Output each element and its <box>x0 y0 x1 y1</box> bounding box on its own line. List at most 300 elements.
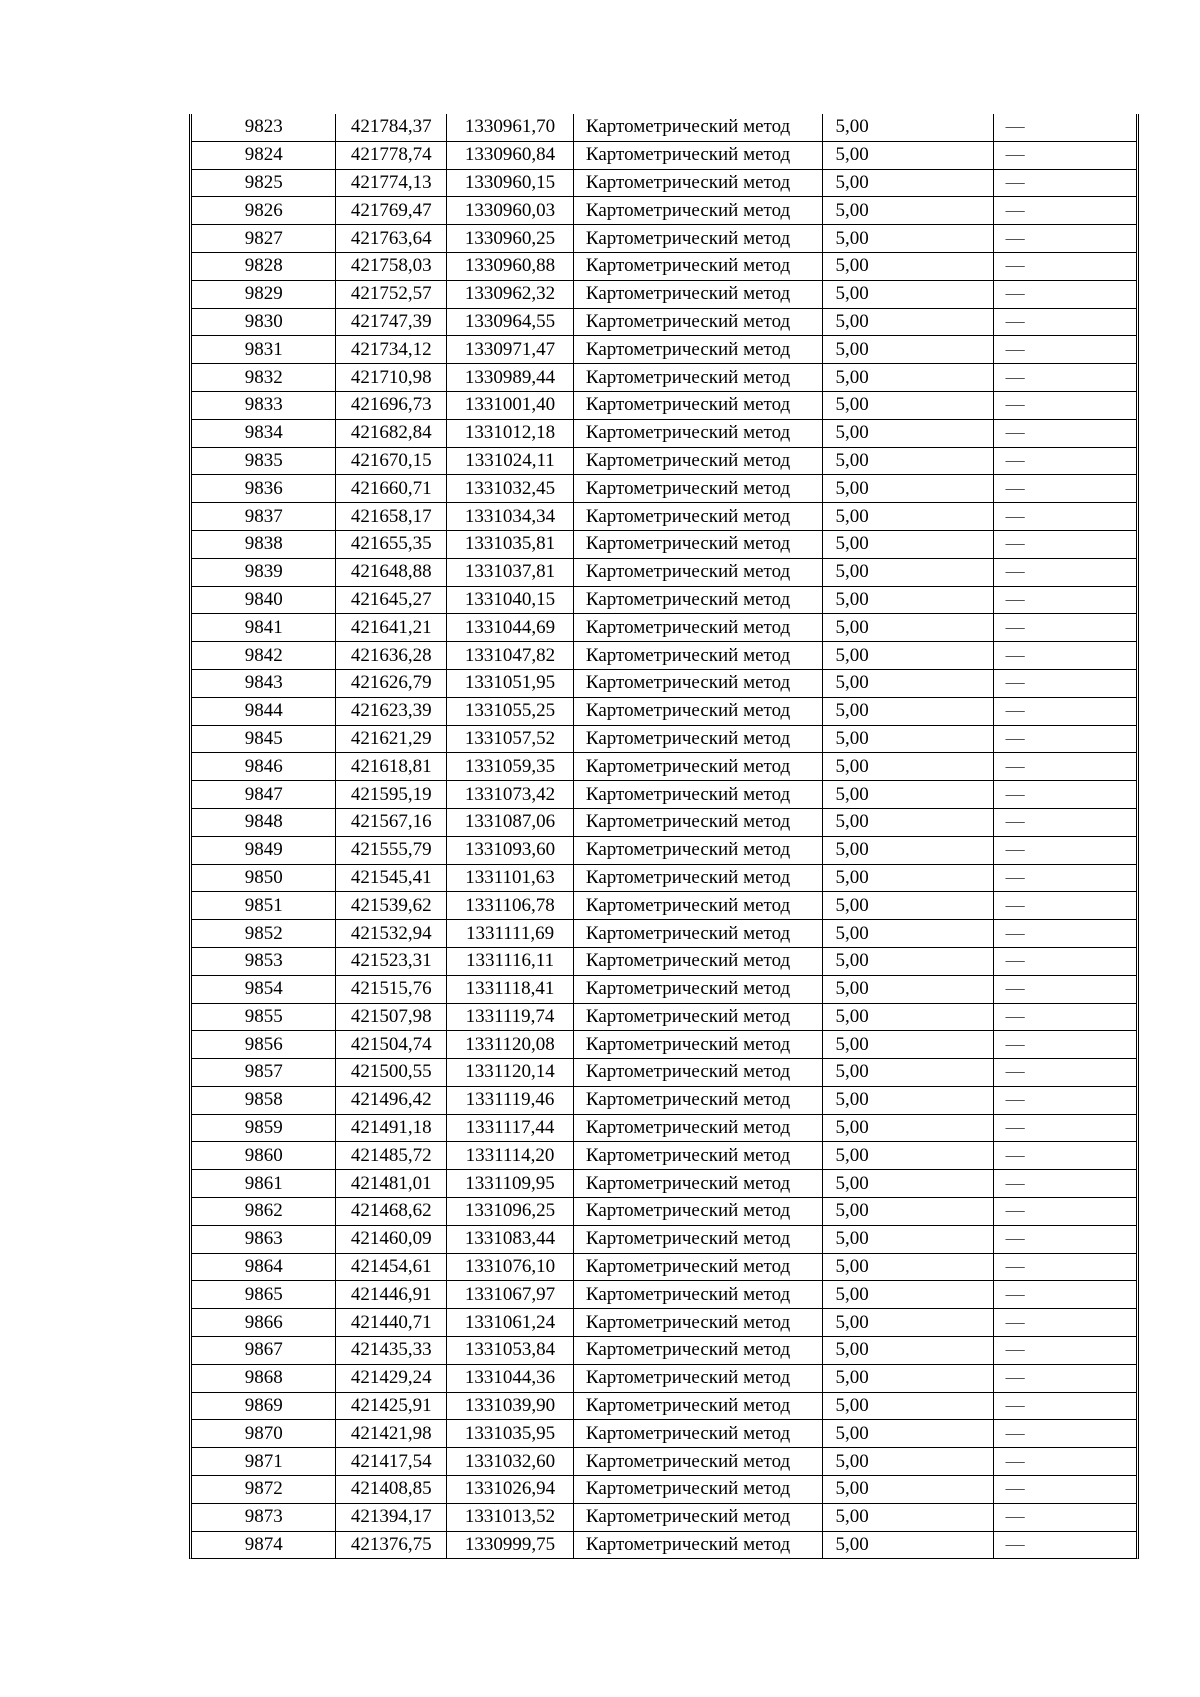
point-number-cell: 9855 <box>192 1003 336 1031</box>
accuracy-cell: 5,00 <box>823 669 993 697</box>
point-number-cell: 9864 <box>192 1253 336 1281</box>
coordinate-x-cell: 421595,19 <box>336 781 447 809</box>
coordinate-y-cell: 1330964,55 <box>447 308 574 336</box>
coordinate-y-cell: 1331040,15 <box>447 586 574 614</box>
accuracy-cell: 5,00 <box>823 1309 993 1337</box>
coordinate-y-cell: 1330960,15 <box>447 169 574 197</box>
coordinate-y-cell: 1331044,36 <box>447 1364 574 1392</box>
coordinate-y-cell: 1331032,60 <box>447 1448 574 1476</box>
coordinate-x-cell: 421621,29 <box>336 725 447 753</box>
coordinate-x-cell: 421660,71 <box>336 475 447 503</box>
accuracy-cell: 5,00 <box>823 1476 993 1504</box>
coordinate-y-cell: 1331087,06 <box>447 808 574 836</box>
coordinate-x-cell: 421658,17 <box>336 503 447 531</box>
method-cell: Картометрический метод <box>573 1170 823 1198</box>
method-cell: Картометрический метод <box>573 1503 823 1531</box>
note-cell: — <box>993 725 1136 753</box>
coordinate-y-cell: 1331039,90 <box>447 1392 574 1420</box>
table-row <box>192 308 1136 336</box>
note-cell: — <box>993 1059 1136 1087</box>
note-cell: — <box>993 197 1136 225</box>
coordinate-x-cell: 421641,21 <box>336 614 447 642</box>
table-row <box>192 530 1136 558</box>
accuracy-cell: 5,00 <box>823 614 993 642</box>
note-cell: — <box>993 947 1136 975</box>
accuracy-cell: 5,00 <box>823 391 993 419</box>
point-number-cell: 9859 <box>192 1114 336 1142</box>
method-cell: Картометрический метод <box>573 975 823 1003</box>
coordinate-y-cell: 1331047,82 <box>447 642 574 670</box>
coordinate-y-cell: 1331059,35 <box>447 753 574 781</box>
method-cell: Картометрический метод <box>573 419 823 447</box>
coordinate-y-cell: 1331109,95 <box>447 1170 574 1198</box>
point-number-cell: 9861 <box>192 1170 336 1198</box>
coordinate-x-cell: 421515,76 <box>336 975 447 1003</box>
accuracy-cell: 5,00 <box>823 1392 993 1420</box>
coordinate-x-cell: 421532,94 <box>336 920 447 948</box>
accuracy-cell: 5,00 <box>823 364 993 392</box>
note-cell: — <box>993 1281 1136 1309</box>
coordinates-table <box>192 114 1136 1558</box>
coordinate-x-cell: 421429,24 <box>336 1364 447 1392</box>
accuracy-cell: 5,00 <box>823 1531 993 1558</box>
note-cell: — <box>993 1392 1136 1420</box>
table-row <box>192 1309 1136 1337</box>
table-row <box>192 169 1136 197</box>
table-row <box>192 1059 1136 1087</box>
point-number-cell: 9844 <box>192 697 336 725</box>
table-row <box>192 892 1136 920</box>
accuracy-cell: 5,00 <box>823 308 993 336</box>
coordinate-y-cell: 1331083,44 <box>447 1225 574 1253</box>
table-row <box>192 1337 1136 1365</box>
accuracy-cell: 5,00 <box>823 503 993 531</box>
coordinate-x-cell: 421778,74 <box>336 141 447 169</box>
table-row <box>192 558 1136 586</box>
table-row <box>192 1031 1136 1059</box>
coordinate-x-cell: 421636,28 <box>336 642 447 670</box>
note-cell: — <box>993 1142 1136 1170</box>
method-cell: Картометрический метод <box>573 1420 823 1448</box>
table-row <box>192 252 1136 280</box>
method-cell: Картометрический метод <box>573 1114 823 1142</box>
coordinate-x-cell: 421655,35 <box>336 530 447 558</box>
accuracy-cell: 5,00 <box>823 1170 993 1198</box>
coordinate-x-cell: 421491,18 <box>336 1114 447 1142</box>
point-number-cell: 9871 <box>192 1448 336 1476</box>
coordinate-x-cell: 421670,15 <box>336 447 447 475</box>
method-cell: Картометрический метод <box>573 1198 823 1226</box>
coordinate-x-cell: 421567,16 <box>336 808 447 836</box>
note-cell: — <box>993 642 1136 670</box>
coordinate-y-cell: 1331012,18 <box>447 419 574 447</box>
note-cell: — <box>993 1309 1136 1337</box>
method-cell: Картометрический метод <box>573 1253 823 1281</box>
note-cell: — <box>993 475 1136 503</box>
note-cell: — <box>993 753 1136 781</box>
accuracy-cell: 5,00 <box>823 141 993 169</box>
coordinate-y-cell: 1330971,47 <box>447 336 574 364</box>
table-row <box>192 781 1136 809</box>
point-number-cell: 9830 <box>192 308 336 336</box>
coordinate-x-cell: 421696,73 <box>336 391 447 419</box>
coordinate-y-cell: 1331035,95 <box>447 1420 574 1448</box>
method-cell: Картометрический метод <box>573 642 823 670</box>
point-number-cell: 9853 <box>192 947 336 975</box>
note-cell: — <box>993 864 1136 892</box>
table-row <box>192 725 1136 753</box>
point-number-cell: 9868 <box>192 1364 336 1392</box>
coordinate-y-cell: 1331093,60 <box>447 836 574 864</box>
point-number-cell: 9840 <box>192 586 336 614</box>
accuracy-cell: 5,00 <box>823 419 993 447</box>
accuracy-cell: 5,00 <box>823 114 993 141</box>
coordinate-y-cell: 1331106,78 <box>447 892 574 920</box>
coordinate-y-cell: 1331032,45 <box>447 475 574 503</box>
note-cell: — <box>993 1420 1136 1448</box>
table-row <box>192 114 1136 141</box>
accuracy-cell: 5,00 <box>823 781 993 809</box>
point-number-cell: 9842 <box>192 642 336 670</box>
table-row <box>192 836 1136 864</box>
point-number-cell: 9848 <box>192 808 336 836</box>
coordinate-x-cell: 421454,61 <box>336 1253 447 1281</box>
point-number-cell: 9866 <box>192 1309 336 1337</box>
method-cell: Картометрический метод <box>573 586 823 614</box>
note-cell: — <box>993 1253 1136 1281</box>
note-cell: — <box>993 391 1136 419</box>
table-row <box>192 753 1136 781</box>
point-number-cell: 9850 <box>192 864 336 892</box>
coordinate-y-cell: 1331044,69 <box>447 614 574 642</box>
accuracy-cell: 5,00 <box>823 836 993 864</box>
coordinate-x-cell: 421648,88 <box>336 558 447 586</box>
coordinate-x-cell: 421539,62 <box>336 892 447 920</box>
coordinate-x-cell: 421394,17 <box>336 1503 447 1531</box>
coordinate-y-cell: 1331120,08 <box>447 1031 574 1059</box>
method-cell: Картометрический метод <box>573 252 823 280</box>
coordinate-x-cell: 421507,98 <box>336 1003 447 1031</box>
method-cell: Картометрический метод <box>573 391 823 419</box>
coordinate-x-cell: 421481,01 <box>336 1170 447 1198</box>
table-row <box>192 1198 1136 1226</box>
accuracy-cell: 5,00 <box>823 1003 993 1031</box>
method-cell: Картометрический метод <box>573 1059 823 1087</box>
coordinate-y-cell: 1330960,25 <box>447 225 574 253</box>
coordinate-y-cell: 1330961,70 <box>447 114 574 141</box>
table-row <box>192 642 1136 670</box>
note-cell: — <box>993 1198 1136 1226</box>
coordinate-y-cell: 1331034,34 <box>447 503 574 531</box>
coordinate-x-cell: 421645,27 <box>336 586 447 614</box>
point-number-cell: 9827 <box>192 225 336 253</box>
method-cell: Картометрический метод <box>573 1142 823 1170</box>
coordinate-y-cell: 1331037,81 <box>447 558 574 586</box>
point-number-cell: 9826 <box>192 197 336 225</box>
method-cell: Картометрический метод <box>573 1086 823 1114</box>
point-number-cell: 9836 <box>192 475 336 503</box>
coordinate-y-cell: 1331111,69 <box>447 920 574 948</box>
note-cell: — <box>993 114 1136 141</box>
coordinate-y-cell: 1331001,40 <box>447 391 574 419</box>
coordinate-x-cell: 421376,75 <box>336 1531 447 1558</box>
point-number-cell: 9851 <box>192 892 336 920</box>
table-row <box>192 225 1136 253</box>
table-row <box>192 975 1136 1003</box>
table-row <box>192 1253 1136 1281</box>
point-number-cell: 9825 <box>192 169 336 197</box>
table-row <box>192 1281 1136 1309</box>
table-row <box>192 947 1136 975</box>
method-cell: Картометрический метод <box>573 1309 823 1337</box>
coordinate-x-cell: 421682,84 <box>336 419 447 447</box>
coordinate-x-cell: 421763,64 <box>336 225 447 253</box>
coordinate-x-cell: 421618,81 <box>336 753 447 781</box>
coordinate-y-cell: 1331073,42 <box>447 781 574 809</box>
accuracy-cell: 5,00 <box>823 1420 993 1448</box>
accuracy-cell: 5,00 <box>823 169 993 197</box>
accuracy-cell: 5,00 <box>823 225 993 253</box>
coordinate-y-cell: 1330960,03 <box>447 197 574 225</box>
coordinate-x-cell: 421504,74 <box>336 1031 447 1059</box>
method-cell: Картометрический метод <box>573 892 823 920</box>
accuracy-cell: 5,00 <box>823 947 993 975</box>
point-number-cell: 9856 <box>192 1031 336 1059</box>
method-cell: Картометрический метод <box>573 614 823 642</box>
point-number-cell: 9867 <box>192 1337 336 1365</box>
note-cell: — <box>993 558 1136 586</box>
point-number-cell: 9828 <box>192 252 336 280</box>
point-number-cell: 9839 <box>192 558 336 586</box>
note-cell: — <box>993 697 1136 725</box>
coordinate-y-cell: 1331013,52 <box>447 1503 574 1531</box>
point-number-cell: 9833 <box>192 391 336 419</box>
note-cell: — <box>993 1503 1136 1531</box>
accuracy-cell: 5,00 <box>823 197 993 225</box>
note-cell: — <box>993 1114 1136 1142</box>
note-cell: — <box>993 1031 1136 1059</box>
method-cell: Картометрический метод <box>573 1392 823 1420</box>
method-cell: Картометрический метод <box>573 364 823 392</box>
method-cell: Картометрический метод <box>573 808 823 836</box>
note-cell: — <box>993 1170 1136 1198</box>
method-cell: Картометрический метод <box>573 503 823 531</box>
note-cell: — <box>993 308 1136 336</box>
coordinate-y-cell: 1331096,25 <box>447 1198 574 1226</box>
method-cell: Картометрический метод <box>573 1448 823 1476</box>
accuracy-cell: 5,00 <box>823 1337 993 1365</box>
table-row <box>192 475 1136 503</box>
method-cell: Картометрический метод <box>573 169 823 197</box>
method-cell: Картометрический метод <box>573 1003 823 1031</box>
accuracy-cell: 5,00 <box>823 892 993 920</box>
point-number-cell: 9863 <box>192 1225 336 1253</box>
coordinate-x-cell: 421417,54 <box>336 1448 447 1476</box>
point-number-cell: 9847 <box>192 781 336 809</box>
coordinate-x-cell: 421421,98 <box>336 1420 447 1448</box>
note-cell: — <box>993 336 1136 364</box>
accuracy-cell: 5,00 <box>823 1364 993 1392</box>
coordinate-y-cell: 1330962,32 <box>447 280 574 308</box>
accuracy-cell: 5,00 <box>823 475 993 503</box>
note-cell: — <box>993 836 1136 864</box>
accuracy-cell: 5,00 <box>823 808 993 836</box>
table-row <box>192 1420 1136 1448</box>
note-cell: — <box>993 169 1136 197</box>
note-cell: — <box>993 975 1136 1003</box>
table-row <box>192 1086 1136 1114</box>
method-cell: Картометрический метод <box>573 920 823 948</box>
method-cell: Картометрический метод <box>573 308 823 336</box>
coordinate-x-cell: 421460,09 <box>336 1225 447 1253</box>
table-row <box>192 1225 1136 1253</box>
note-cell: — <box>993 252 1136 280</box>
point-number-cell: 9862 <box>192 1198 336 1226</box>
coordinate-y-cell: 1331101,63 <box>447 864 574 892</box>
method-cell: Картометрический метод <box>573 1476 823 1504</box>
point-number-cell: 9858 <box>192 1086 336 1114</box>
coordinate-y-cell: 1331116,11 <box>447 947 574 975</box>
note-cell: — <box>993 1364 1136 1392</box>
point-number-cell: 9852 <box>192 920 336 948</box>
point-number-cell: 9829 <box>192 280 336 308</box>
method-cell: Картометрический метод <box>573 697 823 725</box>
coordinate-y-cell: 1331067,97 <box>447 1281 574 1309</box>
accuracy-cell: 5,00 <box>823 1198 993 1226</box>
point-number-cell: 9874 <box>192 1531 336 1558</box>
table-row <box>192 447 1136 475</box>
coordinate-x-cell: 421626,79 <box>336 669 447 697</box>
coordinate-y-cell: 1331057,52 <box>447 725 574 753</box>
accuracy-cell: 5,00 <box>823 1059 993 1087</box>
point-number-cell: 9824 <box>192 141 336 169</box>
accuracy-cell: 5,00 <box>823 1225 993 1253</box>
coordinate-y-cell: 1330960,88 <box>447 252 574 280</box>
point-number-cell: 9831 <box>192 336 336 364</box>
coordinate-y-cell: 1331026,94 <box>447 1476 574 1504</box>
accuracy-cell: 5,00 <box>823 252 993 280</box>
method-cell: Картометрический метод <box>573 669 823 697</box>
point-number-cell: 9837 <box>192 503 336 531</box>
table-row <box>192 1114 1136 1142</box>
coordinate-y-cell: 1330960,84 <box>447 141 574 169</box>
note-cell: — <box>993 1337 1136 1365</box>
coordinate-y-cell: 1331120,14 <box>447 1059 574 1087</box>
table-row <box>192 1142 1136 1170</box>
table-row <box>192 808 1136 836</box>
coordinate-y-cell: 1331119,74 <box>447 1003 574 1031</box>
point-number-cell: 9854 <box>192 975 336 1003</box>
note-cell: — <box>993 1003 1136 1031</box>
point-number-cell: 9838 <box>192 530 336 558</box>
coordinate-x-cell: 421555,79 <box>336 836 447 864</box>
point-number-cell: 9873 <box>192 1503 336 1531</box>
coordinate-x-cell: 421496,42 <box>336 1086 447 1114</box>
method-cell: Картометрический метод <box>573 336 823 364</box>
note-cell: — <box>993 808 1136 836</box>
method-cell: Картометрический метод <box>573 781 823 809</box>
coordinates-table-body <box>192 114 1136 1558</box>
table-row <box>192 1364 1136 1392</box>
table-row <box>192 1448 1136 1476</box>
point-number-cell: 9857 <box>192 1059 336 1087</box>
accuracy-cell: 5,00 <box>823 864 993 892</box>
method-cell: Картометрический метод <box>573 1281 823 1309</box>
table-row <box>192 1531 1136 1558</box>
note-cell: — <box>993 447 1136 475</box>
coordinate-y-cell: 1331119,46 <box>447 1086 574 1114</box>
coordinate-x-cell: 421500,55 <box>336 1059 447 1087</box>
table-row <box>192 1392 1136 1420</box>
table-row <box>192 391 1136 419</box>
table-row <box>192 697 1136 725</box>
coordinate-y-cell: 1331055,25 <box>447 697 574 725</box>
table-row <box>192 141 1136 169</box>
accuracy-cell: 5,00 <box>823 1503 993 1531</box>
note-cell: — <box>993 225 1136 253</box>
coordinate-y-cell: 1331117,44 <box>447 1114 574 1142</box>
coordinate-y-cell: 1331024,11 <box>447 447 574 475</box>
table-row <box>192 419 1136 447</box>
point-number-cell: 9865 <box>192 1281 336 1309</box>
table-row <box>192 920 1136 948</box>
point-number-cell: 9846 <box>192 753 336 781</box>
coordinate-y-cell: 1331053,84 <box>447 1337 574 1365</box>
coordinate-x-cell: 421408,85 <box>336 1476 447 1504</box>
method-cell: Картометрический метод <box>573 1337 823 1365</box>
method-cell: Картометрический метод <box>573 475 823 503</box>
accuracy-cell: 5,00 <box>823 280 993 308</box>
accuracy-cell: 5,00 <box>823 697 993 725</box>
table-row <box>192 503 1136 531</box>
coordinate-x-cell: 421747,39 <box>336 308 447 336</box>
point-number-cell: 9835 <box>192 447 336 475</box>
table-row <box>192 864 1136 892</box>
note-cell: — <box>993 669 1136 697</box>
table-row <box>192 1003 1136 1031</box>
accuracy-cell: 5,00 <box>823 1142 993 1170</box>
accuracy-cell: 5,00 <box>823 558 993 586</box>
note-cell: — <box>993 141 1136 169</box>
point-number-cell: 9834 <box>192 419 336 447</box>
method-cell: Картометрический метод <box>573 114 823 141</box>
accuracy-cell: 5,00 <box>823 336 993 364</box>
method-cell: Картометрический метод <box>573 558 823 586</box>
coordinate-x-cell: 421769,47 <box>336 197 447 225</box>
method-cell: Картометрический метод <box>573 836 823 864</box>
point-number-cell: 9823 <box>192 114 336 141</box>
accuracy-cell: 5,00 <box>823 642 993 670</box>
method-cell: Картометрический метод <box>573 141 823 169</box>
accuracy-cell: 5,00 <box>823 1281 993 1309</box>
coordinate-y-cell: 1331118,41 <box>447 975 574 1003</box>
coordinate-y-cell: 1331051,95 <box>447 669 574 697</box>
method-cell: Картометрический метод <box>573 197 823 225</box>
note-cell: — <box>993 364 1136 392</box>
accuracy-cell: 5,00 <box>823 530 993 558</box>
note-cell: — <box>993 280 1136 308</box>
note-cell: — <box>993 1225 1136 1253</box>
table-row <box>192 280 1136 308</box>
coordinate-y-cell: 1331076,10 <box>447 1253 574 1281</box>
coordinate-x-cell: 421523,31 <box>336 947 447 975</box>
method-cell: Картометрический метод <box>573 280 823 308</box>
coordinate-x-cell: 421774,13 <box>336 169 447 197</box>
accuracy-cell: 5,00 <box>823 920 993 948</box>
table-row <box>192 336 1136 364</box>
note-cell: — <box>1005 1534 1025 1556</box>
coordinate-y-cell: 1331061,24 <box>447 1309 574 1337</box>
